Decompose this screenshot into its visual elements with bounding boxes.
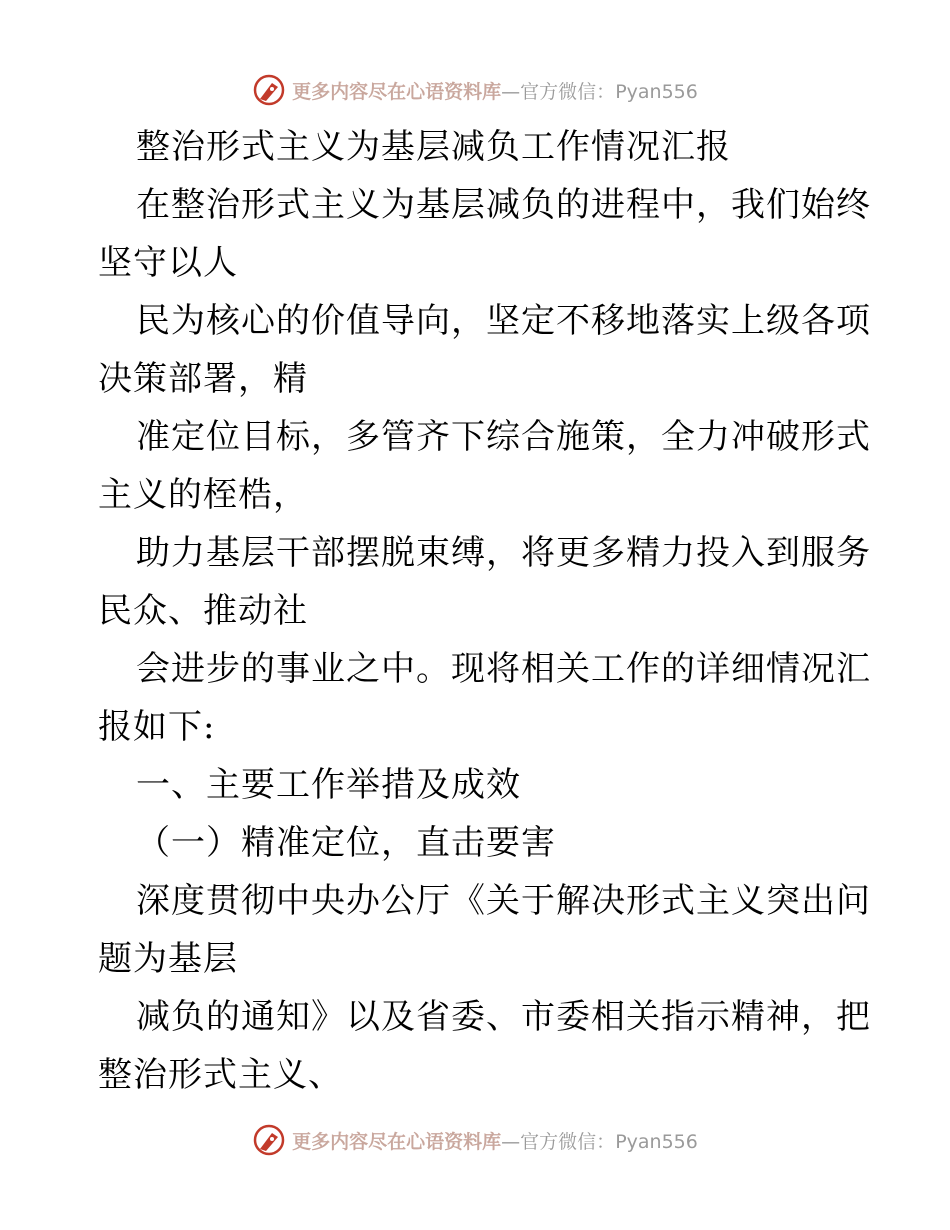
watermark-dash: —: [501, 80, 521, 103]
doc-line: 减负的通知》以及省委、市委相关指示精神，把: [136, 997, 871, 1037]
doc-line: 深度贯彻中央办公厅《关于解决形式主义突出问: [136, 881, 871, 921]
watermark-text: [292, 1127, 698, 1154]
pen-nib-logo-icon: [252, 73, 286, 107]
pen-nib-logo-icon: [252, 1123, 286, 1157]
doc-line: 民众、推动社: [98, 591, 308, 631]
doc-line: 坚守以人: [98, 243, 238, 283]
doc-line: 主义的桎梏，: [98, 475, 308, 515]
doc-line: 报如下:: [98, 707, 216, 747]
header-watermark: [0, 70, 950, 110]
doc-line: 助力基层干部摆脱束缚，将更多精力投入到服务: [136, 533, 871, 573]
document-body: [98, 118, 871, 1104]
doc-line: 民为核心的价值导向，坚定不移地落实上级各项: [136, 301, 871, 341]
doc-line: 决策部署，精: [98, 359, 308, 399]
doc-line: 题为基层: [98, 939, 238, 979]
watermark-text: [292, 77, 698, 104]
doc-line: 准定位目标，多管齐下综合施策，全力冲破形式: [136, 417, 871, 457]
doc-title: 整治形式主义为基层减负工作情况汇报: [136, 127, 731, 167]
footer-watermark: [0, 1120, 950, 1160]
watermark-wechat-label: 官方微信：: [520, 80, 616, 103]
doc-line: 整治形式主义、: [98, 1055, 343, 1095]
watermark-wechat-label: 官方微信：: [520, 1130, 616, 1153]
section-heading: 一、主要工作举措及成效: [136, 765, 521, 805]
watermark-wechat-id: Pyan556: [615, 1130, 698, 1153]
subsection-heading: （一）精准定位，直击要害: [136, 823, 556, 863]
watermark-wechat-id: Pyan556: [615, 80, 698, 103]
doc-line: 会进步的事业之中。现将相关工作的详细情况汇: [136, 649, 871, 689]
doc-line: 在整治形式主义为基层减负的进程中，我们始终: [136, 185, 871, 225]
watermark-dash: —: [501, 1130, 521, 1153]
watermark-main: 更多内容尽在心语资料库: [292, 80, 502, 103]
watermark-main: 更多内容尽在心语资料库: [292, 1130, 502, 1153]
